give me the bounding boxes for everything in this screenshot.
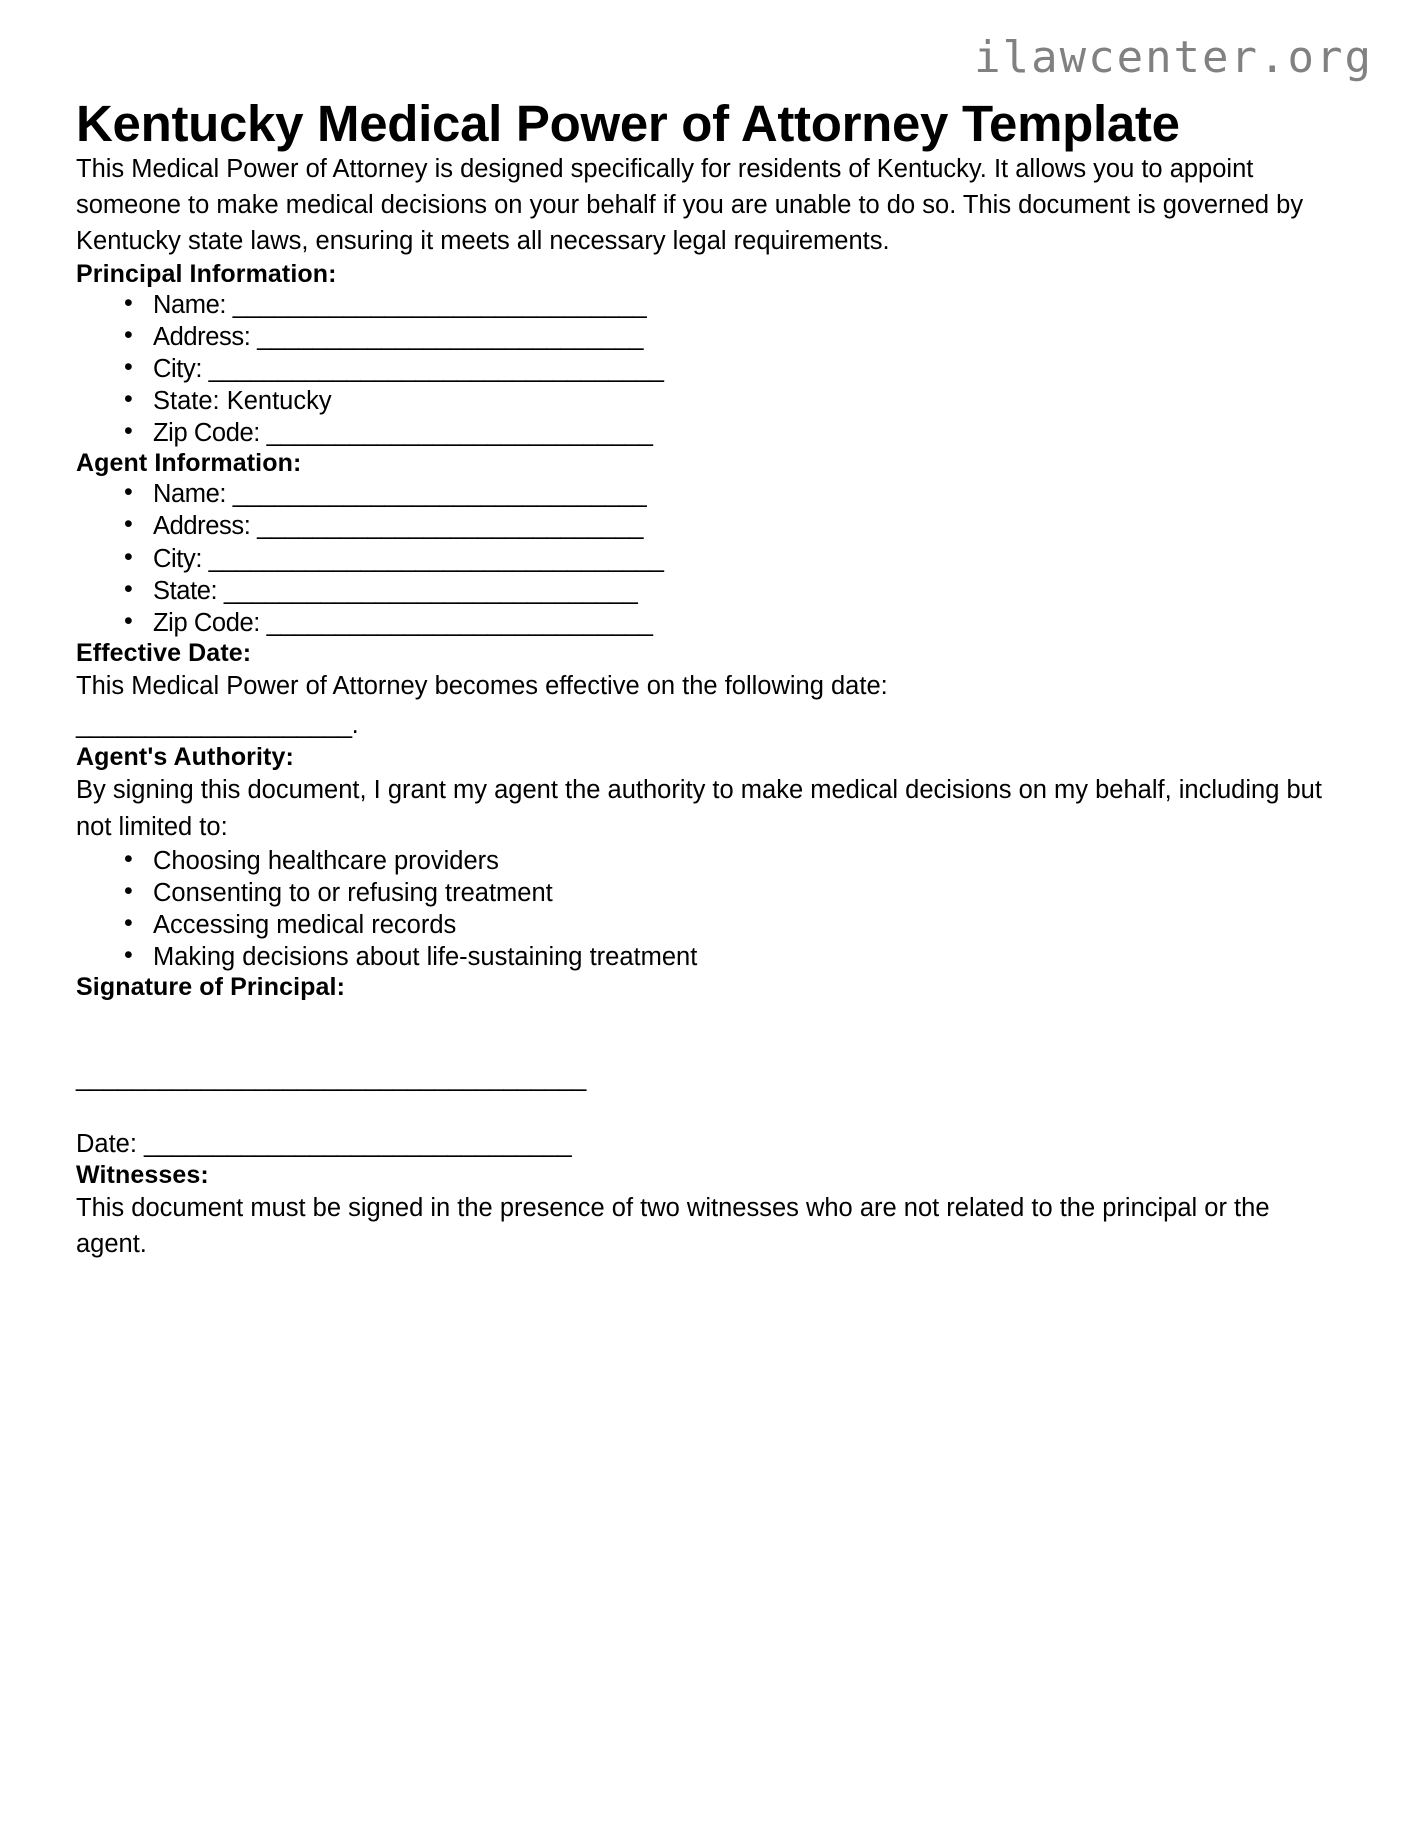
list-item <box>153 543 1332 575</box>
section-heading-signature-of-principal: Signature of Principal: <box>76 973 345 1002</box>
authority-item-consent-refuse: Consenting to or refusing treatment <box>153 878 553 907</box>
principal-signature-line: _____________________________________ <box>76 1064 586 1093</box>
authority-item-medical-records: Accessing medical records <box>153 911 457 939</box>
authority-item-life-sustaining: Making decisions about life-sustaining treatment <box>153 943 698 972</box>
effective-date-text: This Medical Power of Attorney becomes effective on the following date: <box>76 671 888 700</box>
list-item <box>153 510 1332 542</box>
signature-date-row <box>76 1128 1332 1160</box>
agent-name-field: Name: ______________________________ <box>153 480 647 509</box>
site-watermark: ilawcenter.org <box>974 32 1373 83</box>
principal-name-field: Name: ______________________________ <box>153 290 647 319</box>
list-item <box>153 353 1332 385</box>
list-item <box>153 909 1332 941</box>
list-item <box>153 417 1332 449</box>
agent-address-field: Address: ____________________________ <box>153 512 644 541</box>
authority-item-choosing-providers: Choosing healthcare providers <box>153 846 499 875</box>
list-item <box>153 575 1332 607</box>
agent-zip-field: Zip Code: ____________________________ <box>153 608 653 637</box>
document-body <box>76 0 1332 1262</box>
effective-date-blank: ____________________. <box>76 711 359 740</box>
principal-address-field: Address: ____________________________ <box>153 322 644 351</box>
list-item <box>153 845 1332 877</box>
section-heading-agents-authority: Agent's Authority: <box>76 743 294 772</box>
agents-authority-text: By signing this document, I grant my agent the authority to make medical decisions on my behalf, including but not limited to: <box>76 776 1322 841</box>
section-heading-principal-information: Principal Information: <box>76 259 337 288</box>
principal-city-field: City: _________________________________ <box>153 354 664 383</box>
list-item <box>153 607 1332 639</box>
date-label: Date: <box>76 1130 137 1159</box>
agents-authority-list <box>76 845 1332 974</box>
principal-information-list <box>76 289 1332 450</box>
section-heading-agent-information: Agent Information: <box>76 449 302 478</box>
principal-state-value: State: Kentucky <box>153 387 332 416</box>
principal-zip-field: Zip Code: ____________________________ <box>153 419 653 448</box>
list-item <box>153 478 1332 510</box>
page-title: Kentucky Medical Power of Attorney Template <box>76 95 1180 152</box>
list-item <box>153 385 1332 417</box>
agent-city-field: City: _________________________________ <box>153 544 664 573</box>
agent-state-field: State: ______________________________ <box>153 576 638 605</box>
agent-information-list <box>76 478 1332 639</box>
intro-paragraph: This Medical Power of Attorney is designed specifically for residents of Kentucky. It allows you to appoint someone to make medical decisions on your behalf if you are unable to do so. This document is governed by Kentucky state laws, ensuring it meets all necessary legal requirements. <box>76 155 1304 256</box>
section-heading-witnesses: Witnesses: <box>76 1160 209 1189</box>
signature-date-blank: _______________________________ <box>144 1130 572 1159</box>
list-item <box>153 941 1332 973</box>
witnesses-text: This document must be signed in the presence of two witnesses who are not related to the principal or the agent. <box>76 1193 1270 1258</box>
list-item <box>153 289 1332 321</box>
list-item <box>153 321 1332 353</box>
list-item <box>153 877 1332 909</box>
section-heading-effective-date: Effective Date: <box>76 638 252 667</box>
